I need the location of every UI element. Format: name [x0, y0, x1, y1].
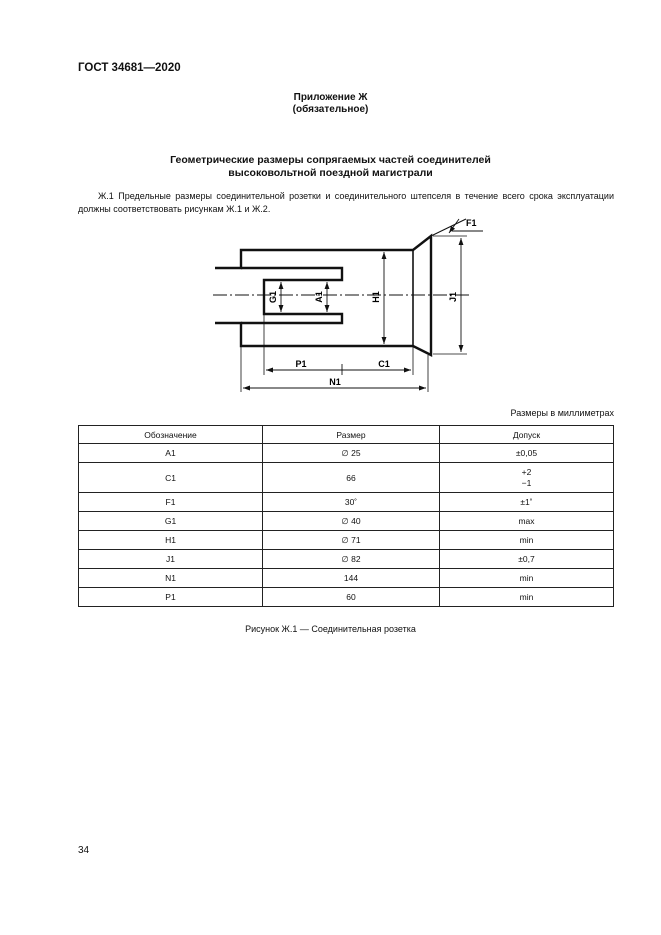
cell-size: 66: [263, 463, 440, 493]
annex-status: (обязательное): [292, 104, 369, 115]
cell-size: 60: [263, 588, 440, 607]
cell-tolerance: max: [440, 512, 614, 531]
cell-tolerance: min: [440, 588, 614, 607]
cell-tolerance: ±1˚: [440, 493, 614, 512]
table-row: [79, 588, 614, 607]
table-row: [79, 444, 614, 463]
tolerance-upper: +2: [521, 466, 532, 477]
tolerance-lower: −1: [521, 477, 532, 488]
table-row: [79, 493, 614, 512]
figure-caption: Рисунок Ж.1 — Соединительная розетка: [245, 624, 416, 634]
cell-size: 144: [263, 569, 440, 588]
label-N1: N1: [329, 377, 341, 387]
annex-title: Приложение Ж: [293, 92, 368, 103]
cell-tolerance: min: [440, 569, 614, 588]
table-row: [79, 569, 614, 588]
table-row: [79, 531, 614, 550]
cell-size: ∅ 82: [263, 550, 440, 569]
header-designation: Обозначение: [79, 426, 263, 444]
cell-designation: F1: [79, 493, 263, 512]
label-J1: J1: [448, 291, 458, 303]
cell-designation: Р1: [79, 588, 263, 607]
label-G1: G1: [268, 290, 278, 304]
cell-designation: С1: [79, 463, 263, 493]
intro-paragraph: Ж.1 Предельные размеры соединительной розетки и соединительного штепселя в течение всего срока эксплуатации должны соответствовать рисункам Ж.1 и Ж.2.: [78, 191, 614, 214]
section-title-line-1: Геометрические размеры сопрягаемых частей соединителей: [170, 154, 491, 166]
cell-designation: А1: [79, 444, 263, 463]
cell-tolerance: min: [440, 531, 614, 550]
cell-designation: G1: [79, 512, 263, 531]
label-H1: H1: [371, 291, 381, 303]
page-number: 34: [78, 845, 90, 856]
cell-tolerance: ±0,05: [440, 444, 614, 463]
cell-designation: Н1: [79, 531, 263, 550]
cell-tolerance: [440, 463, 614, 493]
section-title-line-2: высоковольтной поездной магистрали: [228, 167, 433, 179]
units-note: Размеры в миллиметрах: [510, 408, 614, 418]
dimensions-table: [78, 425, 614, 607]
header-tolerance: Допуск: [440, 426, 614, 444]
label-F1: F1: [466, 218, 477, 228]
table-row: [79, 512, 614, 531]
cell-tolerance: ±0,7: [440, 550, 614, 569]
standard-code: ГОСТ 34681—2020: [78, 62, 181, 74]
table-row: [79, 550, 614, 569]
cell-size: ∅ 71: [263, 531, 440, 550]
table-row: [79, 463, 614, 493]
table-header-row: [79, 426, 614, 444]
cell-size: ∅ 25: [263, 444, 440, 463]
cell-size: 30˚: [263, 493, 440, 512]
cell-size: ∅ 40: [263, 512, 440, 531]
label-A1: A1: [314, 291, 324, 303]
label-C1: C1: [378, 359, 390, 369]
label-P1: P1: [295, 359, 307, 369]
header-size: Размер: [263, 426, 440, 444]
cell-designation: N1: [79, 569, 263, 588]
cell-designation: J1: [79, 550, 263, 569]
